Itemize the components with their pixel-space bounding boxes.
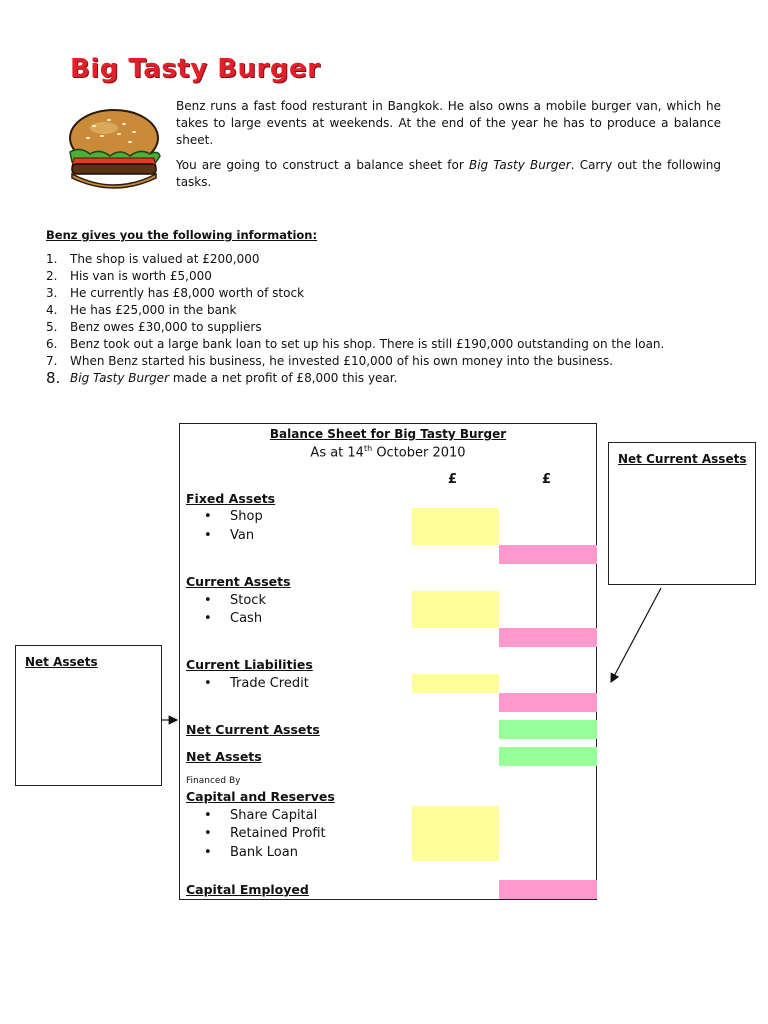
row-capital-employed: Capital Employed bbox=[186, 882, 309, 897]
intro-paragraph-2: You are going to construct a balance sheet for Big Tasty Burger. Carry out the following tasks. bbox=[176, 158, 721, 189]
list-item: 4. He has £25,000 in the bank bbox=[46, 303, 237, 317]
input-cell-fixed-assets[interactable] bbox=[412, 508, 499, 545]
total-cell-current-assets[interactable] bbox=[499, 628, 597, 647]
list-item: 6. Benz took out a large bank loan to set up his shop. There is still £190,000 outstanding on the loan. bbox=[46, 337, 665, 351]
list-item: 1. The shop is valued at £200,000 bbox=[46, 252, 260, 266]
sheet-date: As at 14th October 2010 bbox=[310, 444, 466, 461]
page-title: Big Tasty Burger bbox=[70, 54, 321, 84]
list-item: 5. Benz owes £30,000 to suppliers bbox=[46, 320, 262, 334]
section-fixed-assets: Fixed Assets bbox=[186, 491, 276, 506]
total-cell-net-current-assets[interactable] bbox=[499, 720, 597, 739]
row-van: • Van bbox=[204, 528, 255, 543]
intro-text bbox=[176, 98, 721, 199]
column-header-1: £ bbox=[448, 472, 458, 487]
row-bank-loan: • Bank Loan bbox=[204, 845, 298, 860]
net-assets-box-label: Net Assets bbox=[25, 655, 98, 669]
net-current-assets-box-label: Net Current Assets bbox=[618, 452, 747, 466]
row-net-current-assets: Net Current Assets bbox=[186, 722, 320, 737]
row-net-assets: Net Assets bbox=[186, 749, 262, 764]
list-item: 8. Big Tasty Burger made a net profit of £8,000 this year. bbox=[46, 369, 398, 387]
financed-by-label: Financed By bbox=[186, 776, 241, 786]
column-header-2: £ bbox=[542, 472, 552, 487]
info-list bbox=[46, 251, 736, 387]
total-cell-net-assets[interactable] bbox=[499, 747, 597, 766]
total-cell-fixed-assets[interactable] bbox=[499, 545, 597, 564]
intro-paragraph-1: Benz runs a fast food resturant in Bangkok. He also owns a mobile burger van, which he takes to large events at weekends. At the end of the year he has to produce a balance sheet. bbox=[176, 99, 721, 147]
burger-icon bbox=[64, 104, 164, 196]
row-shop: • Shop bbox=[204, 509, 263, 524]
section-current-liabilities: Current Liabilities bbox=[186, 657, 313, 672]
section-current-assets: Current Assets bbox=[186, 574, 291, 589]
row-retained-profit: • Retained Profit bbox=[204, 826, 326, 841]
list-item: 7. When Benz started his business, he invested £10,000 of his own money into the business. bbox=[46, 354, 614, 368]
net-assets-box[interactable] bbox=[15, 645, 162, 786]
sheet-title: Balance Sheet for Big Tasty Burger bbox=[269, 427, 507, 441]
list-item: 3. He currently has £8,000 worth of stock bbox=[46, 286, 305, 300]
input-cell-current-assets[interactable] bbox=[412, 591, 499, 628]
list-item: 2. His van is worth £5,000 bbox=[46, 269, 212, 283]
row-trade-credit: • Trade Credit bbox=[204, 676, 309, 691]
row-stock: • Stock bbox=[204, 593, 266, 608]
total-cell-capital-employed[interactable] bbox=[499, 880, 597, 899]
row-cash: • Cash bbox=[204, 611, 263, 626]
arrow-to-net-current-assets-row bbox=[611, 588, 661, 682]
section-capital-reserves: Capital and Reserves bbox=[186, 789, 335, 804]
total-cell-current-liabilities[interactable] bbox=[499, 693, 597, 712]
net-current-assets-box[interactable] bbox=[608, 442, 756, 585]
input-cell-trade-credit[interactable] bbox=[412, 674, 499, 693]
balance-sheet bbox=[179, 423, 597, 900]
input-cell-capital-reserves[interactable] bbox=[412, 806, 499, 861]
info-heading: Benz gives you the following information: bbox=[46, 228, 318, 242]
row-share-capital: • Share Capital bbox=[204, 808, 318, 823]
